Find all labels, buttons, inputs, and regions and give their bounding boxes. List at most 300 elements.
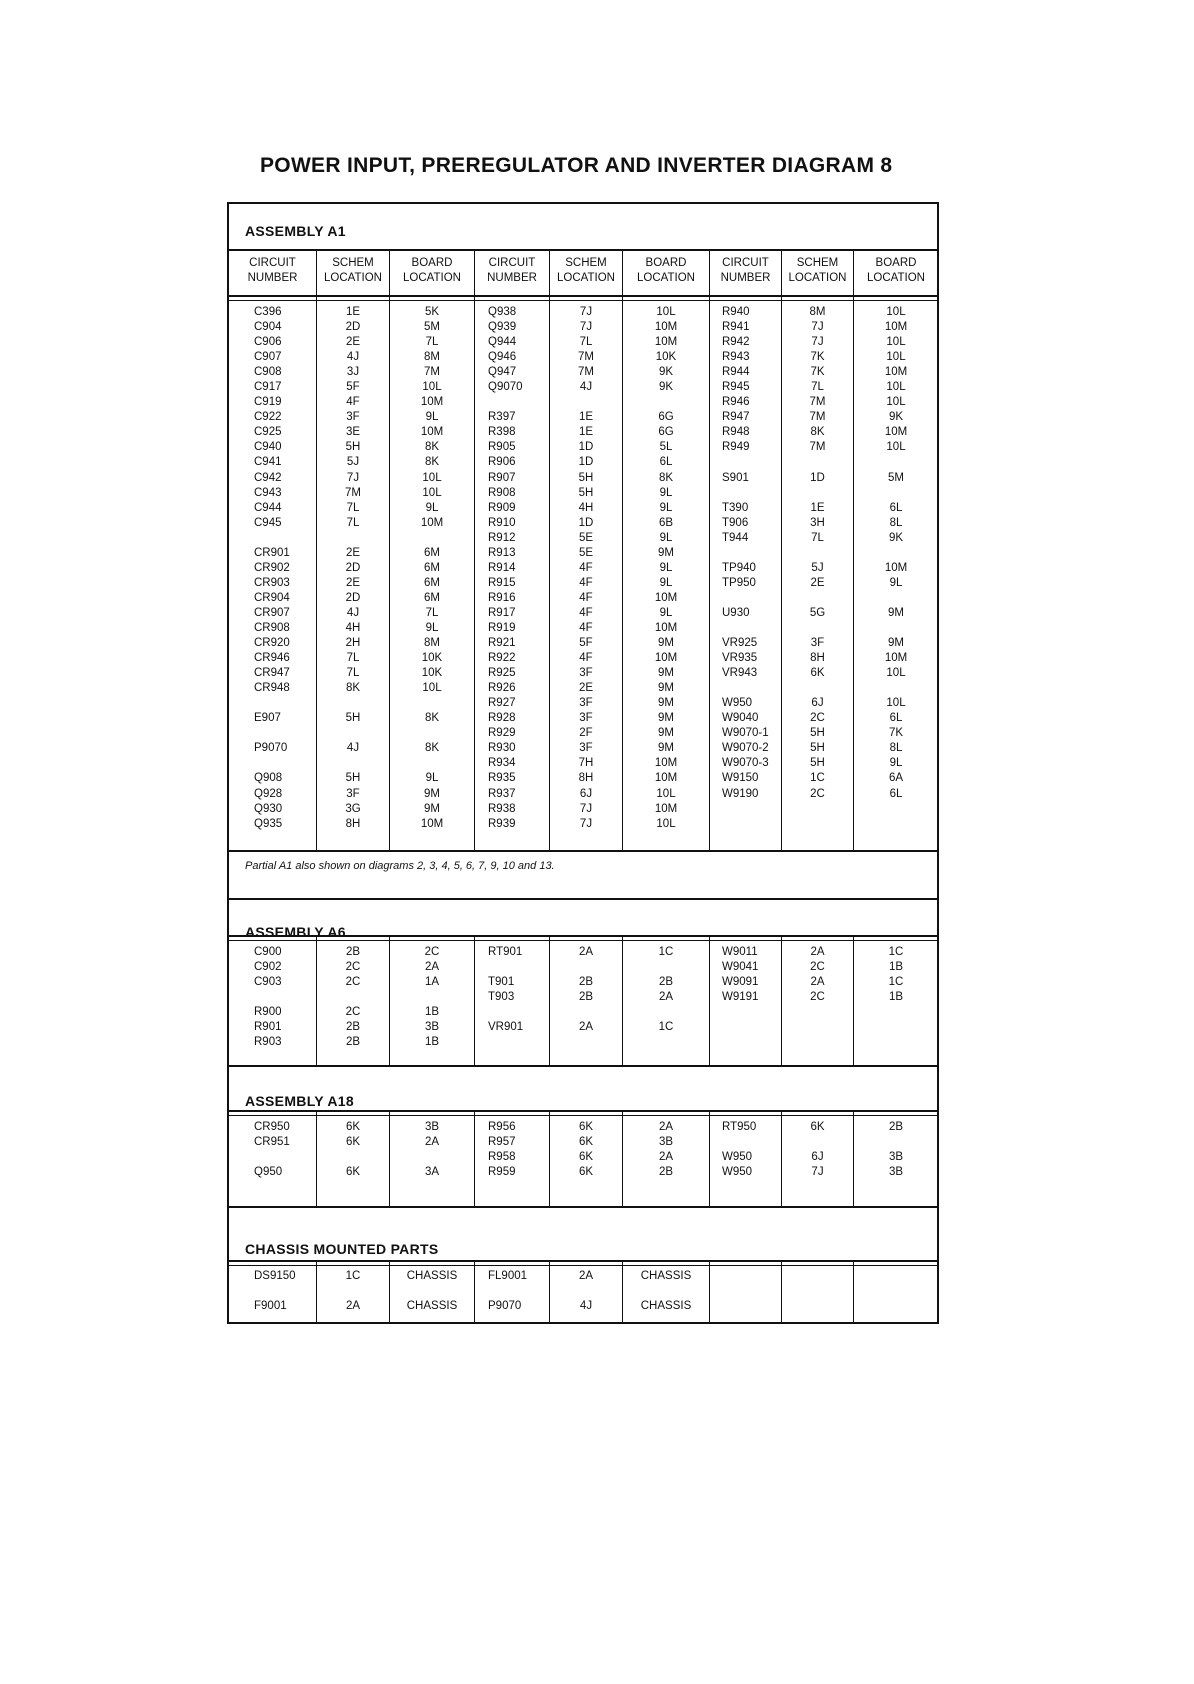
table-cell: CR946	[254, 652, 290, 665]
table-cell: R937	[488, 787, 516, 800]
table-cell: R398	[488, 426, 516, 439]
table-cell: 3F	[579, 667, 593, 680]
table-cell: W9070-3	[722, 757, 769, 770]
table-cell: C941	[254, 456, 282, 469]
table-cell: 4J	[346, 351, 360, 364]
table-cell: CHASSIS	[406, 1270, 458, 1282]
header-line: CIRCUIT	[488, 257, 536, 269]
header-board-location	[854, 256, 938, 286]
rule	[227, 1265, 939, 1266]
table-cell: CHASSIS	[406, 1300, 458, 1313]
table-cell: 10L	[886, 441, 906, 454]
table-cell: Q950	[254, 1166, 283, 1179]
table-cell: C944	[254, 501, 282, 514]
table-column	[782, 1120, 853, 1180]
table-cell	[782, 1284, 853, 1299]
table-cell: W9040	[722, 712, 759, 725]
table-cell: 10M	[654, 321, 678, 334]
table-cell: P9070	[488, 1300, 522, 1313]
table-cell: 4J	[579, 1300, 593, 1313]
table-column	[488, 1120, 548, 1180]
table-cell	[390, 1284, 474, 1299]
table-column	[854, 945, 938, 1050]
table-cell: 2A	[810, 976, 825, 989]
rule	[227, 295, 939, 297]
table-column	[782, 305, 853, 832]
table-cell: 6M	[424, 546, 440, 559]
table-cell	[722, 1020, 780, 1035]
table-cell: R940	[722, 306, 750, 318]
table-cell: 7J	[811, 321, 824, 334]
table-cell: R941	[722, 321, 750, 334]
table-cell: 2C	[345, 976, 361, 989]
table-column	[390, 1269, 474, 1314]
table-cell	[390, 990, 474, 1005]
table-cell: 8K	[424, 456, 440, 469]
table-cell: 10L	[886, 697, 906, 710]
table-cell	[782, 455, 853, 470]
table-cell: Q908	[254, 772, 283, 785]
table-cell: 10L	[886, 396, 906, 409]
table-cell: C396	[254, 306, 282, 318]
table-cell: 2C	[345, 1006, 361, 1019]
table-cell: W9091	[722, 976, 759, 989]
table-cell: 1B	[888, 961, 904, 974]
header-circuit-number	[229, 256, 316, 286]
col-rule	[709, 1110, 710, 1206]
table-cell: 9K	[888, 411, 904, 424]
table-cell	[722, 1269, 780, 1284]
header-line: BOARD	[875, 257, 917, 269]
table-column	[550, 945, 622, 1050]
chassis-title: CHASSIS MOUNTED PARTS	[245, 1241, 439, 1257]
table-cell: 3F	[579, 697, 593, 710]
table-cell: 9M	[424, 802, 440, 815]
table-cell: R946	[722, 396, 750, 409]
table-cell	[722, 681, 780, 696]
header-line: LOCATION	[403, 272, 461, 284]
rule	[227, 300, 939, 301]
table-cell: CHASSIS	[640, 1270, 692, 1282]
table-cell	[722, 1135, 780, 1150]
table-cell: W950	[722, 697, 753, 710]
table-cell: R907	[488, 471, 516, 484]
table-cell: 10M	[654, 621, 678, 634]
table-cell: C904	[254, 321, 282, 334]
col-rule	[474, 249, 475, 850]
table-cell	[254, 990, 314, 1005]
table-cell: 1D	[578, 516, 594, 529]
table-column	[623, 945, 709, 1050]
table-cell: 2H	[345, 637, 361, 650]
table-cell: 2E	[578, 682, 594, 695]
table-cell	[488, 395, 548, 410]
table-cell: 5H	[578, 471, 594, 484]
table-cell: 9L	[659, 606, 673, 619]
table-cell: Q947	[488, 366, 517, 379]
table-cell: 7H	[578, 757, 594, 770]
assembly-a1-title: ASSEMBLY A1	[245, 223, 346, 239]
table-column	[722, 945, 780, 1050]
table-cell: 4F	[579, 561, 593, 574]
table-cell: 6J	[811, 1151, 824, 1164]
table-cell: CR904	[254, 591, 290, 604]
table-column	[317, 305, 389, 832]
table-cell: R927	[488, 697, 516, 710]
table-cell: 6K	[578, 1151, 594, 1164]
table-cell: R929	[488, 727, 516, 740]
table-column	[254, 305, 314, 832]
table-column	[722, 305, 780, 832]
table-column	[488, 945, 548, 1050]
table-cell: R397	[488, 411, 516, 424]
table-cell: R939	[488, 817, 516, 830]
table-column	[854, 1120, 938, 1180]
table-cell: 7J	[579, 802, 593, 815]
table-cell: 9M	[888, 637, 904, 650]
header-line: LOCATION	[557, 272, 615, 284]
table-cell: R944	[722, 366, 750, 379]
table-cell: R900	[254, 1006, 282, 1019]
table-cell: 7K	[810, 366, 825, 379]
table-cell: 2C	[810, 991, 825, 1004]
header-schem-location	[550, 256, 622, 286]
table-cell: R956	[488, 1121, 516, 1133]
table-cell: 2A	[578, 1021, 594, 1034]
table-column	[488, 305, 548, 832]
header-line: SCHEM	[332, 257, 374, 269]
table-cell: R921	[488, 637, 516, 650]
table-cell: C900	[254, 946, 282, 958]
table-cell: 8M	[424, 351, 440, 364]
table-cell: R912	[488, 531, 516, 544]
table-cell: 6J	[579, 787, 593, 800]
table-cell: 2F	[579, 727, 593, 740]
table-cell	[254, 696, 314, 711]
rule	[227, 1260, 939, 1262]
table-cell: 2A	[810, 946, 825, 958]
table-cell: 7J	[811, 336, 824, 349]
table-column	[782, 1269, 853, 1314]
table-cell: 8H	[578, 772, 594, 785]
table-cell: 9L	[659, 576, 673, 589]
table-column	[254, 1120, 314, 1180]
table-cell: 2B	[345, 1021, 361, 1034]
table-cell: 7J	[579, 321, 593, 334]
table-cell: 3G	[345, 802, 361, 815]
table-cell: 2A	[424, 1136, 440, 1149]
table-column	[722, 1120, 780, 1180]
table-cell: 7K	[888, 727, 904, 740]
header-circuit-number	[475, 256, 549, 286]
table-column	[317, 1120, 389, 1180]
table-cell	[854, 591, 938, 606]
assembly-a6-title: ASSEMBLY A6	[245, 924, 346, 940]
table-cell: 6L	[889, 501, 903, 514]
table-cell: 8M	[424, 637, 440, 650]
table-cell: C942	[254, 471, 282, 484]
table-cell	[722, 802, 780, 817]
rule	[227, 940, 939, 941]
table-cell: R910	[488, 516, 516, 529]
table-cell: 2C	[810, 961, 825, 974]
table-cell: 4J	[346, 606, 360, 619]
table-cell: 2A	[578, 1270, 594, 1282]
table-cell: 6L	[659, 456, 673, 469]
table-cell: R905	[488, 441, 516, 454]
table-cell: 7M	[578, 351, 594, 364]
table-cell: R948	[722, 426, 750, 439]
table-cell	[854, 546, 938, 561]
table-cell: Q930	[254, 802, 283, 815]
table-cell: 9L	[425, 501, 439, 514]
table-cell: 7L	[346, 516, 360, 529]
table-cell: 1C	[345, 1270, 361, 1282]
table-cell: R935	[488, 772, 516, 785]
table-cell: 1C	[810, 772, 825, 785]
table-cell	[782, 546, 853, 561]
table-cell: 10L	[422, 682, 442, 695]
table-cell: 7M	[424, 366, 440, 379]
table-cell: 3F	[579, 742, 593, 755]
table-cell: 9L	[425, 772, 439, 785]
table-cell: 6L	[889, 787, 903, 800]
table-cell: R943	[722, 351, 750, 364]
table-cell: 9L	[425, 621, 439, 634]
table-cell: C925	[254, 426, 282, 439]
table-cell	[623, 1005, 709, 1020]
table-cell	[317, 696, 389, 711]
table-cell	[390, 1150, 474, 1165]
table-cell: 5M	[888, 471, 904, 484]
table-cell: 9L	[659, 486, 673, 499]
table-cell: 4J	[579, 381, 593, 394]
table-cell: 9L	[659, 531, 673, 544]
table-cell: 8L	[889, 742, 903, 755]
table-cell: Q944	[488, 336, 517, 349]
table-cell	[722, 621, 780, 636]
table-cell	[782, 817, 853, 832]
table-cell	[854, 1284, 938, 1299]
table-cell: 2A	[658, 991, 674, 1004]
table-cell: C943	[254, 486, 282, 499]
table-cell: C902	[254, 961, 282, 974]
header-line: LOCATION	[788, 272, 847, 284]
table-cell: W9191	[722, 991, 759, 1004]
table-cell: VR943	[722, 667, 758, 680]
rule	[227, 1206, 939, 1208]
table-cell: 5H	[578, 486, 594, 499]
table-cell: 9M	[658, 712, 674, 725]
table-cell	[722, 1299, 780, 1314]
table-cell	[782, 1020, 853, 1035]
table-cell: 10M	[654, 802, 678, 815]
table-column	[550, 305, 622, 832]
table-cell: 10K	[655, 351, 677, 364]
header-line: LOCATION	[867, 272, 925, 284]
table-cell: 10L	[656, 787, 676, 800]
table-cell	[550, 1005, 622, 1020]
table-cell: VR925	[722, 637, 758, 650]
table-cell: 8K	[658, 471, 674, 484]
table-cell: 4F	[579, 606, 593, 619]
table-cell: 7L	[811, 381, 824, 394]
table-cell: 10L	[656, 817, 676, 830]
table-cell: 2A	[345, 1300, 361, 1313]
rule	[227, 1110, 939, 1112]
table-cell	[854, 455, 938, 470]
table-cell: 5K	[424, 306, 440, 318]
table-cell: 8L	[889, 516, 903, 529]
table-cell: 1D	[578, 456, 594, 469]
table-cell: R934	[488, 757, 516, 770]
header-line: CIRCUIT	[249, 257, 296, 269]
rule	[227, 249, 939, 251]
table-cell: 7L	[346, 652, 360, 665]
table-cell: 4F	[579, 591, 593, 604]
header-line: NUMBER	[247, 272, 298, 284]
table-cell: 2D	[345, 591, 361, 604]
table-cell	[782, 621, 853, 636]
table-cell: 1D	[810, 471, 825, 484]
table-cell: 9K	[658, 366, 674, 379]
table-cell	[722, 591, 780, 606]
table-cell: 7M	[809, 396, 826, 409]
table-cell: 2B	[888, 1121, 904, 1133]
table-cell: 5J	[811, 561, 824, 574]
table-cell: T390	[722, 501, 749, 514]
header-line: BOARD	[645, 257, 687, 269]
table-cell: 8K	[424, 742, 440, 755]
col-rule	[709, 1260, 710, 1323]
table-column	[390, 305, 474, 832]
table-cell: 10L	[886, 351, 906, 364]
table-column	[390, 945, 474, 1050]
table-cell: T901	[488, 976, 515, 989]
table-cell: S901	[722, 471, 749, 484]
table-cell: 2B	[658, 976, 674, 989]
table-cell: 4F	[579, 621, 593, 634]
table-column	[390, 1120, 474, 1180]
header-line: SCHEM	[565, 257, 607, 269]
table-cell: 7L	[425, 336, 439, 349]
table-cell: 9M	[658, 637, 674, 650]
table-cell	[782, 1035, 853, 1050]
table-cell	[854, 1035, 938, 1050]
table-cell	[317, 531, 389, 546]
table-cell: 3F	[579, 712, 593, 725]
table-cell: R926	[488, 682, 516, 695]
table-column	[623, 1120, 709, 1180]
table-cell	[623, 1035, 709, 1050]
table-cell: 10M	[654, 772, 678, 785]
table-cell: 8K	[424, 441, 440, 454]
table-cell: 4H	[345, 621, 361, 634]
table-cell: 10M	[654, 652, 678, 665]
table-cell	[254, 1284, 314, 1299]
table-cell: R914	[488, 561, 516, 574]
rule	[227, 1065, 939, 1067]
table-cell: R901	[254, 1021, 282, 1034]
table-column	[623, 305, 709, 832]
table-column	[550, 1269, 622, 1314]
table-cell: 7L	[579, 336, 593, 349]
table-cell	[722, 1284, 780, 1299]
table-cell: C917	[254, 381, 282, 394]
table-column	[854, 305, 938, 832]
table-cell: W950	[722, 1166, 753, 1179]
table-cell: R928	[488, 712, 516, 725]
table-cell	[854, 802, 938, 817]
table-cell: CR907	[254, 606, 290, 619]
table-cell	[722, 486, 780, 501]
table-cell: 1B	[888, 991, 904, 1004]
table-cell	[854, 1005, 938, 1020]
table-cell: 9L	[659, 501, 673, 514]
table-cell: E907	[254, 712, 281, 725]
table-cell: 5L	[659, 441, 673, 454]
table-cell: 7J	[811, 1166, 824, 1179]
table-cell: CR901	[254, 546, 290, 559]
table-cell	[854, 681, 938, 696]
table-cell: 3B	[888, 1166, 904, 1179]
table-cell	[782, 486, 853, 501]
table-cell: 10M	[884, 321, 908, 334]
table-cell: 9M	[888, 606, 904, 619]
table-cell: 2B	[345, 1036, 361, 1049]
table-cell: C906	[254, 336, 282, 349]
table-cell: 8M	[809, 306, 826, 318]
table-cell: 3B	[888, 1151, 904, 1164]
table-cell	[254, 756, 314, 771]
table-cell: 1C	[888, 976, 904, 989]
table-cell: R922	[488, 652, 516, 665]
table-cell: 5H	[810, 742, 825, 755]
table-cell: R908	[488, 486, 516, 499]
header-line: LOCATION	[637, 272, 695, 284]
table-cell: 6K	[578, 1166, 594, 1179]
table-cell	[782, 1135, 853, 1150]
table-cell: 6B	[658, 516, 674, 529]
table-cell: CR908	[254, 621, 290, 634]
table-cell: 10L	[656, 306, 676, 318]
table-cell: 6G	[658, 426, 674, 439]
table-cell: Q9070	[488, 381, 523, 394]
table-cell: 10M	[420, 817, 444, 830]
table-cell: 4H	[578, 501, 594, 514]
table-cell: TP940	[722, 561, 756, 574]
table-cell: 2B	[658, 1166, 674, 1179]
table-cell: 7M	[809, 441, 826, 454]
col-rule	[709, 935, 710, 1065]
table-cell: 5M	[424, 321, 440, 334]
table-cell: 9L	[659, 561, 673, 574]
table-cell: 8K	[424, 712, 440, 725]
table-cell: 6K	[578, 1136, 594, 1149]
table-cell: Q928	[254, 787, 283, 800]
table-cell: 9M	[658, 546, 674, 559]
header-board-location	[623, 256, 709, 286]
table-cell: R949	[722, 441, 750, 454]
table-cell	[488, 960, 548, 975]
table-cell: 6K	[345, 1136, 361, 1149]
table-cell: C903	[254, 976, 282, 989]
table-cell	[854, 486, 938, 501]
table-column	[722, 1269, 780, 1314]
table-cell: 5H	[810, 757, 825, 770]
table-cell: 8H	[810, 652, 825, 665]
table-cell: 6K	[578, 1121, 594, 1133]
